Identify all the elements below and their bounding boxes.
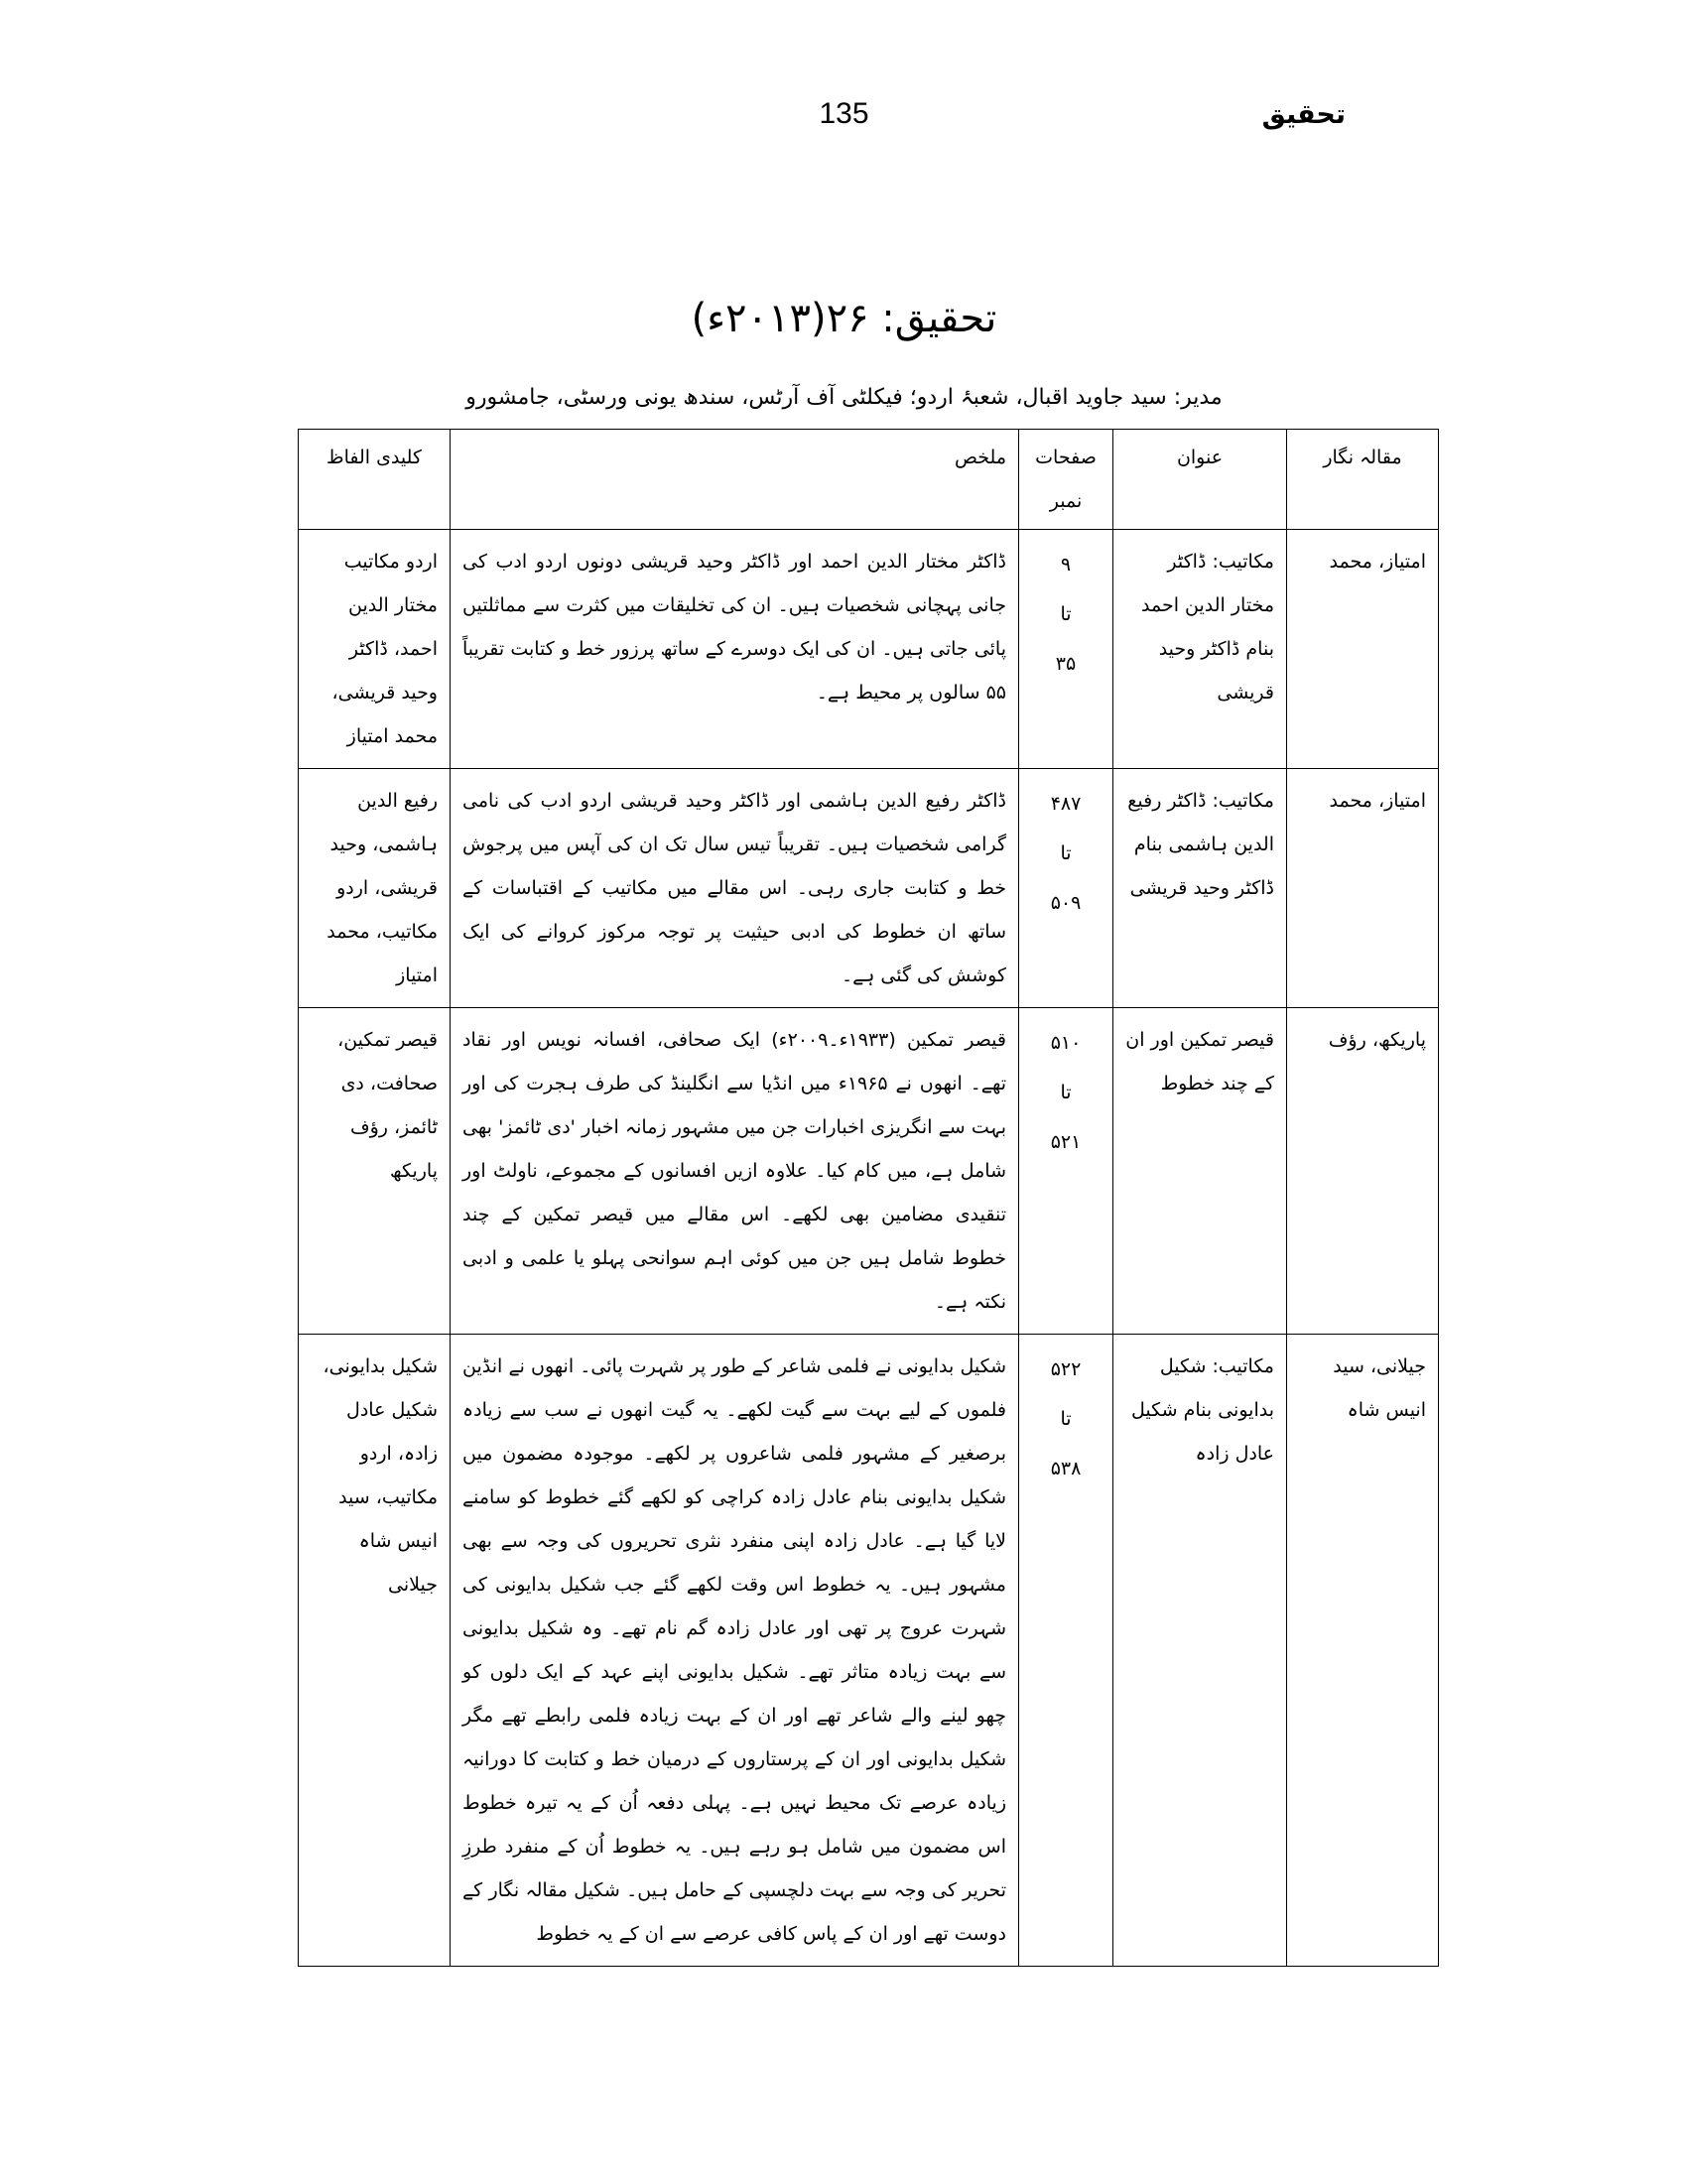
cell-abstract: ڈاکٹر رفیع الدین ہاشمی اور ڈاکٹر وحید قریشی اردو ادب کی نامی گرامی شخصیات ہیں۔ تقریباً تیس سال تک ان کی آپس میں پرجوش خط و کتابت جاری رہی۔ اس مقالے میں مکاتیب کے اقتباسات کے ساتھ ان خطوط کی ادبی حیثیت پر توجہ مرکوز کروانے کی ایک کوشش کی گئی ہے۔ [451,769,1019,1008]
header-pages [1019,430,1113,530]
page-start: ۴۸۷ [1050,793,1082,815]
editor-line: مدیر: سید جاوید اقبال، شعبۂ اردو؛ فیکلٹی آف آرٹس، سندھ یونی ورسٹی، جامشورو [465,385,1223,410]
cell-author: امتیاز، محمد [1287,769,1439,1008]
header-pages-line: صفحات [1035,447,1097,468]
page-range-separator: تا [1060,1082,1072,1103]
cell-abstract: قیصر تمکین (۱۹۳۳ء۔۲۰۰۹ء) ایک صحافی، افسانہ نویس اور نقاد تھے۔ انھوں نے ۱۹۶۵ء میں انڈیا سے انگلینڈ کی طرف ہجرت کی اور بہت سے انگریزی اخبارات جن میں مشہور زمانہ اخبار 'دی ٹائمز' بھی شامل ہے، میں کام کیا۔ علاوہ ازیں افسانوں کے مجموعے، ناولٹ اور تنقیدی مضامین بھی لکھے۔ اس مقالے میں قیصر تمکین کے چند خطوط شامل ہیں جن میں کوئی اہم سوانحی پہلو یا علمی و ادبی نکتہ ہے۔ [451,1008,1019,1335]
table-row [299,769,1439,1008]
cell-keywords: شکیل بدایونی، شکیل عادل زادہ، اردو مکاتیب، سید انیس شاہ جیلانی [299,1335,451,1967]
cell-pages [1019,769,1113,1008]
cell-author: پاریکھ، رؤف [1287,1008,1439,1335]
header-title: عنوان [1113,430,1287,530]
table-row [299,1008,1439,1335]
page-range-separator: تا [1060,1408,1072,1430]
page-start: ۵۲۲ [1050,1358,1082,1380]
page-end: ۳۵ [1055,653,1077,675]
cell-title: مکاتیب: ڈاکٹر مختار الدین احمد بنام ڈاکٹر وحید قریشی [1113,530,1287,769]
cell-author: جیلانی، سید انیس شاہ [1287,1335,1439,1967]
header-pages-line: نمبر [1049,490,1083,512]
cell-keywords: قیصر تمکین، صحافت، دی ٹائمز، رؤف پاریکھ [299,1008,451,1335]
page-end: ۵۰۹ [1050,892,1082,914]
cell-pages [1019,1008,1113,1335]
cell-author: امتیاز، محمد [1287,530,1439,769]
cell-keywords: رفیع الدین ہاشمی، وحید قریشی، اردو مکاتیب، محمد امتیاز [299,769,451,1008]
journal-title: تحقیق: ۲۶(۲۰۱۳ء) [691,296,997,341]
header-keywords: کلیدی الفاظ [299,430,451,530]
header-author: مقالہ نگار [1287,430,1439,530]
page-end: ۵۲۱ [1050,1131,1082,1153]
running-header: تحقیق [1261,99,1346,130]
page-range-separator: تا [1060,603,1072,625]
page-number: 135 [819,97,869,130]
cell-keywords: اردو مکاتیب مختار الدین احمد، ڈاکٹر وحید قریشی، محمد امتیاز [299,530,451,769]
page-start: ۹ [1060,554,1072,576]
page-start: ۵۱۰ [1050,1032,1082,1054]
article-index-table [298,429,1439,1967]
table-row [299,1335,1439,1967]
cell-pages [1019,530,1113,769]
table-row [299,530,1439,769]
cell-title: مکاتیب: شکیل بدایونی بنام شکیل عادل زادہ [1113,1335,1287,1967]
cell-title: مکاتیب: ڈاکٹر رفیع الدین ہاشمی بنام ڈاکٹر وحید قریشی [1113,769,1287,1008]
table-header-row [299,430,1439,530]
header-abstract: ملخص [451,430,1019,530]
cell-abstract: ڈاکٹر مختار الدین احمد اور ڈاکٹر وحید قریشی دونوں اردو ادب کی جانی پہچانی شخصیات ہیں۔ ان کی تخلیقات میں کثرت سے مماثلتیں پائی جاتی ہیں۔ ان کی ایک دوسرے کے ساتھ پرزور خط و کتابت تقریباً ۵۵ سالوں پر محیط ہے۔ [451,530,1019,769]
cell-abstract: شکیل بدایونی نے فلمی شاعر کے طور پر شہرت پائی۔ انھوں نے انڈین فلموں کے لیے بہت سے گیت لکھے۔ یہ گیت انھوں نے سب سے زیادہ برصغیر کے مشہور فلمی شاعروں پر لکھے۔ موجودہ مضمون میں شکیل بدایونی بنام عادل زادہ کراچی کو لکھے گئے خطوط کو سامنے لایا گیا ہے۔ عادل زادہ اپنی منفرد نثری تحریروں کی وجہ سے بھی مشہور ہیں۔ یہ خطوط اس وقت لکھے گئے جب شکیل بدایونی کی شہرت عروج پر تھی اور عادل زادہ گم نام تھے۔ وہ شکیل بدایونی سے بہت زیادہ متاثر تھے۔ شکیل بدایونی اپنے عہد کے ایک دلوں کو چھو لینے والے شاعر تھے اور ان کے بہت زیادہ فلمی رابطے تھے مگر شکیل بدایونی اور ان کے پرستاروں کے درمیان خط و کتابت کا دورانیہ زیادہ عرصے تک محیط نہیں ہے۔ پہلی دفعہ اُن کے یہ تیرہ خطوط اس مضمون میں شامل ہو رہے ہیں۔ یہ خطوط اُن کے منفرد طرزِ تحریر کی وجہ سے بہت دلچسپی کے حامل ہیں۔ شکیل مقالہ نگار کے دوست تھے اور ان کے پاس کافی عرصے سے ان کے یہ خطوط [451,1335,1019,1967]
page-range-separator: تا [1060,842,1072,864]
cell-pages [1019,1335,1113,1967]
page-end: ۵۳۸ [1050,1458,1082,1479]
cell-title: قیصر تمکین اور ان کے چند خطوط [1113,1008,1287,1335]
